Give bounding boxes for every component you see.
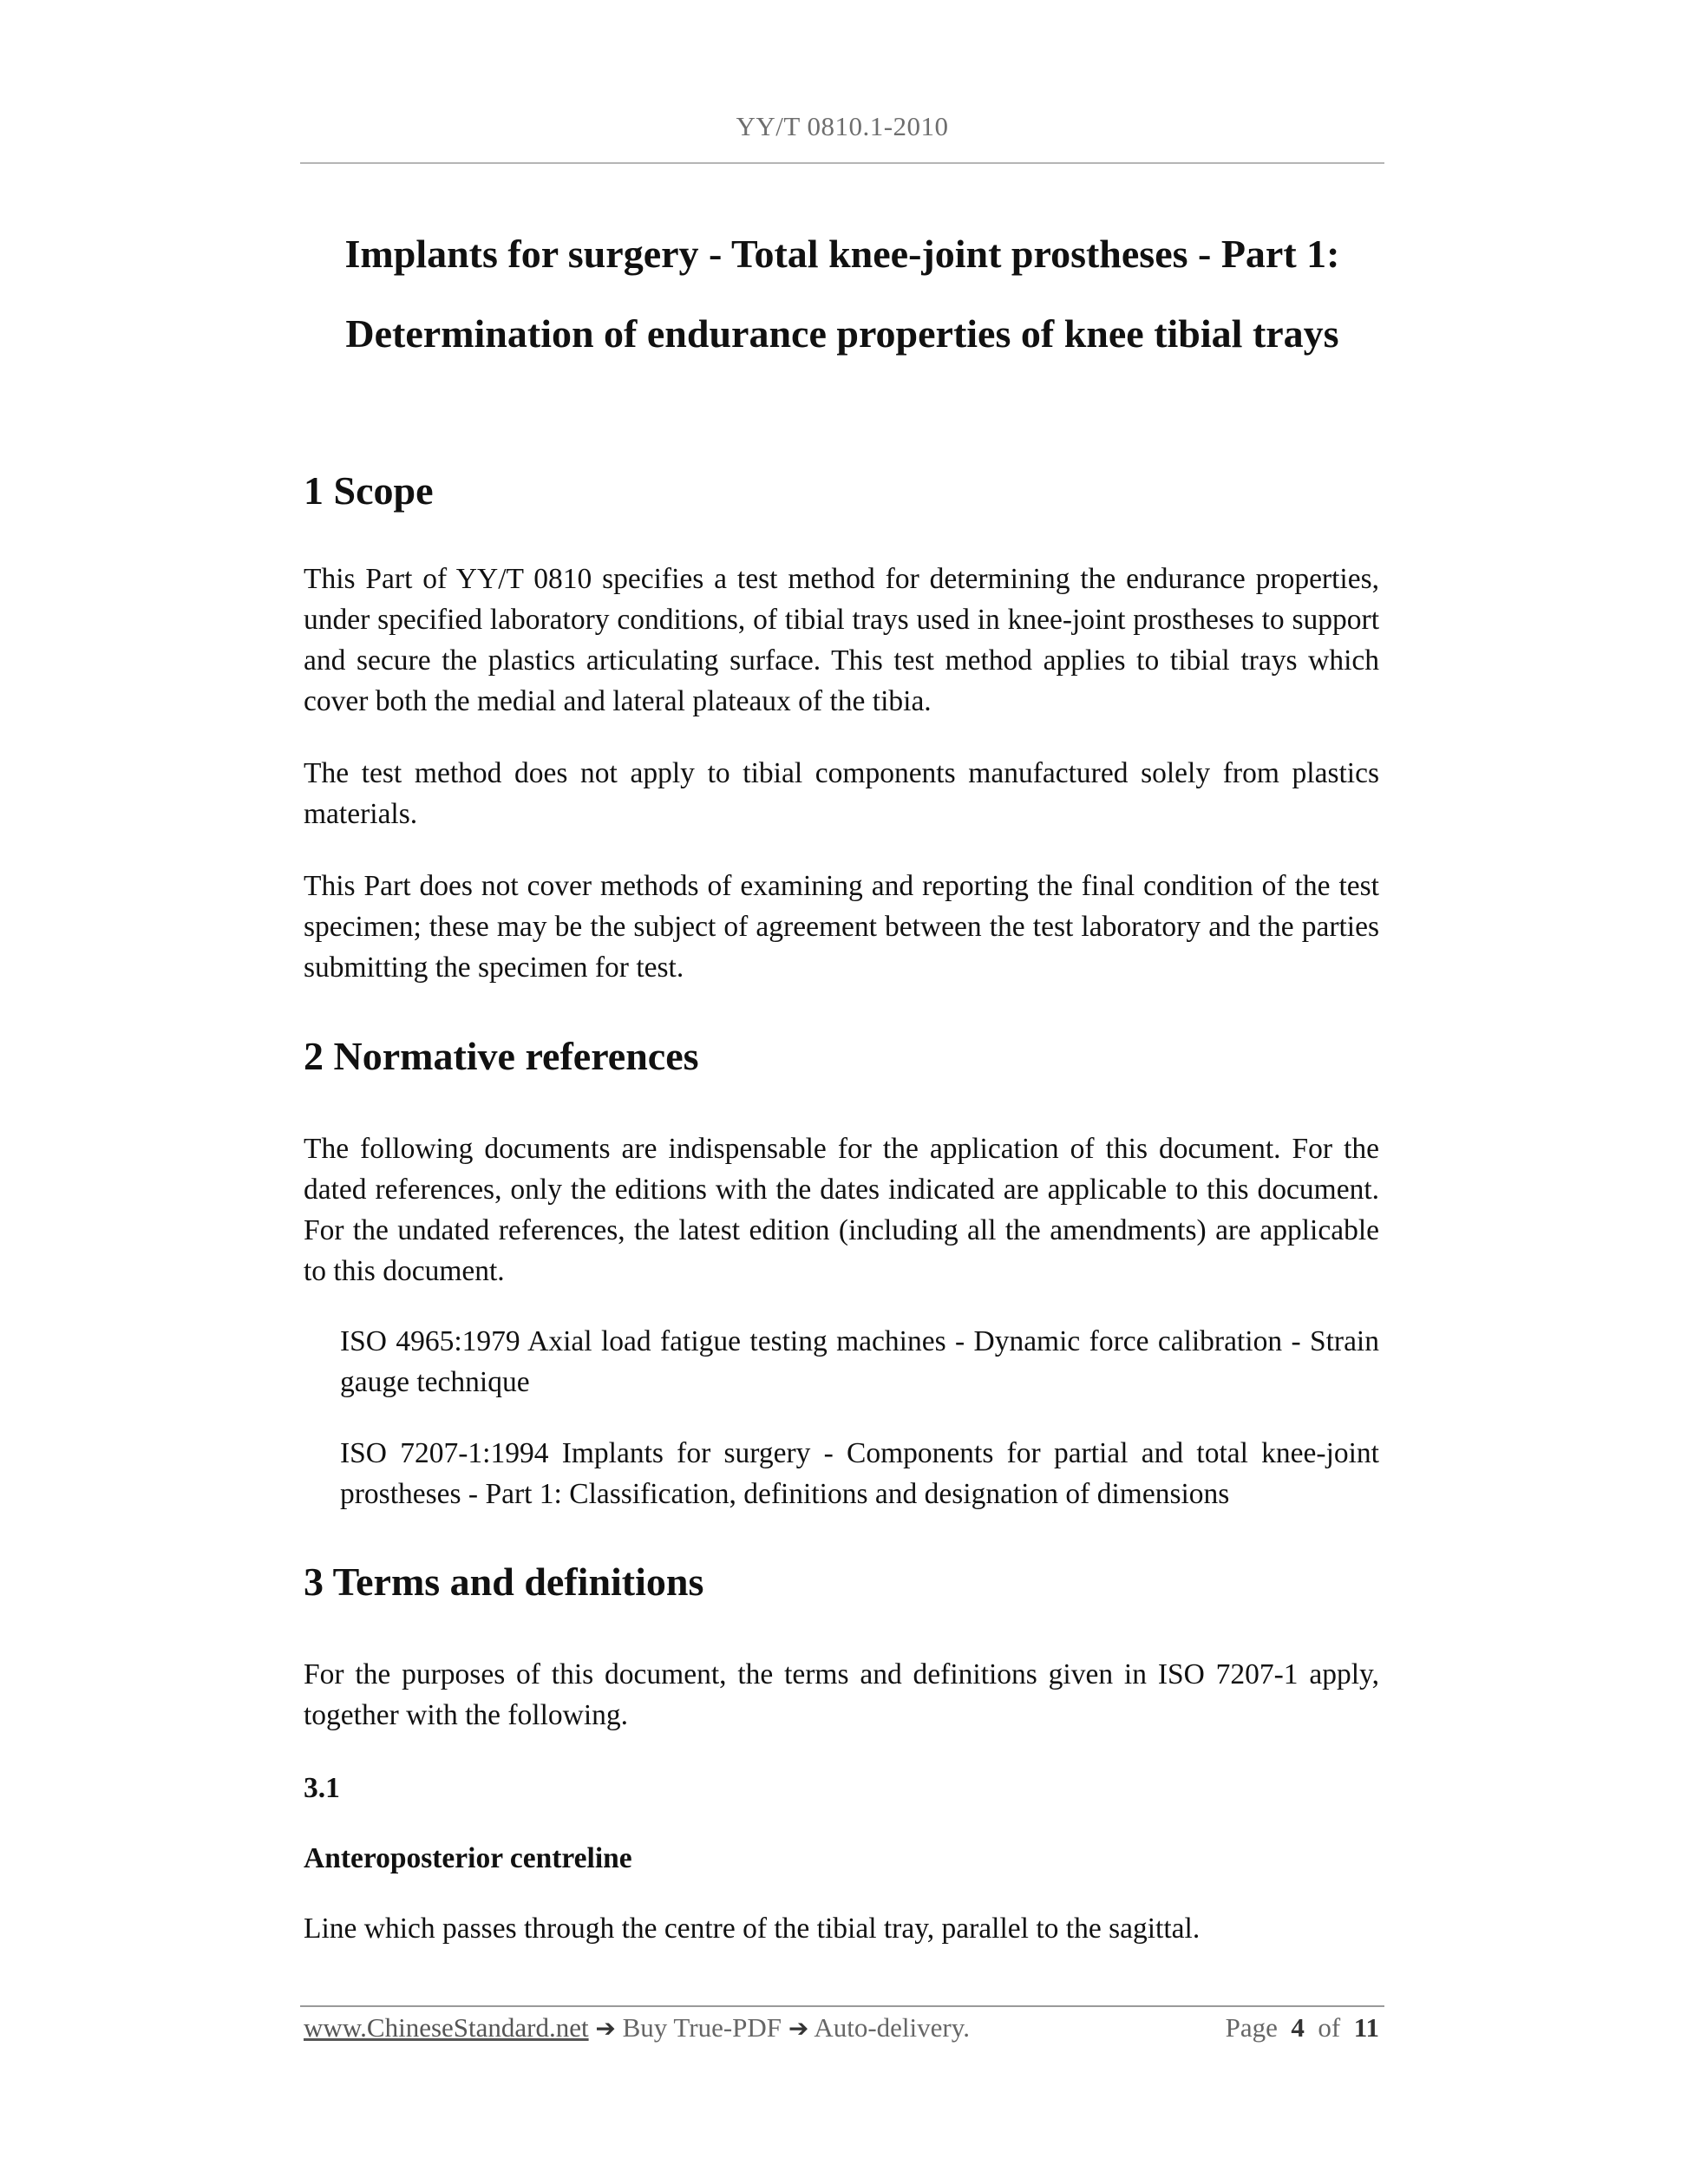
page-total: 11 [1353, 2012, 1379, 2043]
section-heading-terms-and-definitions: 3 Terms and definitions [304, 1560, 704, 1604]
header-divider [300, 162, 1384, 164]
page-current: 4 [1291, 2012, 1305, 2043]
footer-purchase-line [304, 2009, 970, 2048]
reference-item-iso-4965: ISO 4965:1979 Axial load fatigue testing machines - Dynamic force calibration - Strain gauge technique [340, 1325, 1379, 1398]
footer-step-delivery: Auto-delivery. [814, 2012, 970, 2043]
normative-references-intro: The following documents are indispensable for the application of this document. For the dated references, only the editions with the dates indicated are applicable to this document. For the undated references, the latest edition (including all the amendments) are applicable to this document. [304, 1133, 1379, 1287]
footer-step-buy: Buy True-PDF [622, 2012, 782, 2043]
document-title-line-2: Determination of endurance properties of knee tibial trays [345, 311, 1339, 356]
scope-paragraph-1: This Part of YY/T 0810 specifies a test method for determining the endurance properties, under specified laboratory conditions, of tibial trays used in knee-joint prostheses to support and secure the plastics articulating surface. This test method applies to tibial trays which cover both the medial and lateral plateaux of the tibia. [304, 563, 1379, 717]
site-link[interactable]: www.ChineseStandard.net [304, 2012, 589, 2043]
section-heading-scope: 1 Scope [304, 468, 434, 513]
term-name: Anteroposterior centreline [304, 1842, 632, 1874]
reference-item-iso-7207-1: ISO 7207-1:1994 Implants for surgery - Components for partial and total knee-joint prostheses - Part 1: Classification, definitions and designation of dimensions [340, 1437, 1379, 1510]
page-footer [304, 2009, 1379, 2047]
right-arrow-icon: ➔ [595, 2014, 616, 2043]
scope-paragraph-3: This Part does not cover methods of examining and reporting the final condition of the test specimen; these may be the subject of agreement between the test laboratory and the parties submitting the specimen for test. [304, 870, 1379, 984]
page-label: Page [1225, 2012, 1278, 2043]
right-arrow-icon: ➔ [788, 2014, 809, 2043]
page-number [1226, 2009, 1379, 2047]
page-of-label: of [1318, 2012, 1341, 2043]
terms-intro: For the purposes of this document, the terms and definitions given in ISO 7207-1 apply, together with the following. [304, 1658, 1379, 1731]
term-definition: Line which passes through the centre of the tibial tray, parallel to the sagittal. [304, 1913, 1201, 1945]
document-title-line-1: Implants for surgery - Total knee-joint prostheses - Part 1: [344, 232, 1340, 276]
section-heading-normative-references: 2 Normative references [304, 1034, 699, 1078]
scope-paragraph-2: The test method does not apply to tibial components manufactured solely from plastics materials. [304, 757, 1379, 830]
term-number: 3.1 [304, 1772, 340, 1804]
footer-divider [300, 2005, 1384, 2007]
running-header: YY/T 0810.1-2010 [736, 111, 949, 141]
